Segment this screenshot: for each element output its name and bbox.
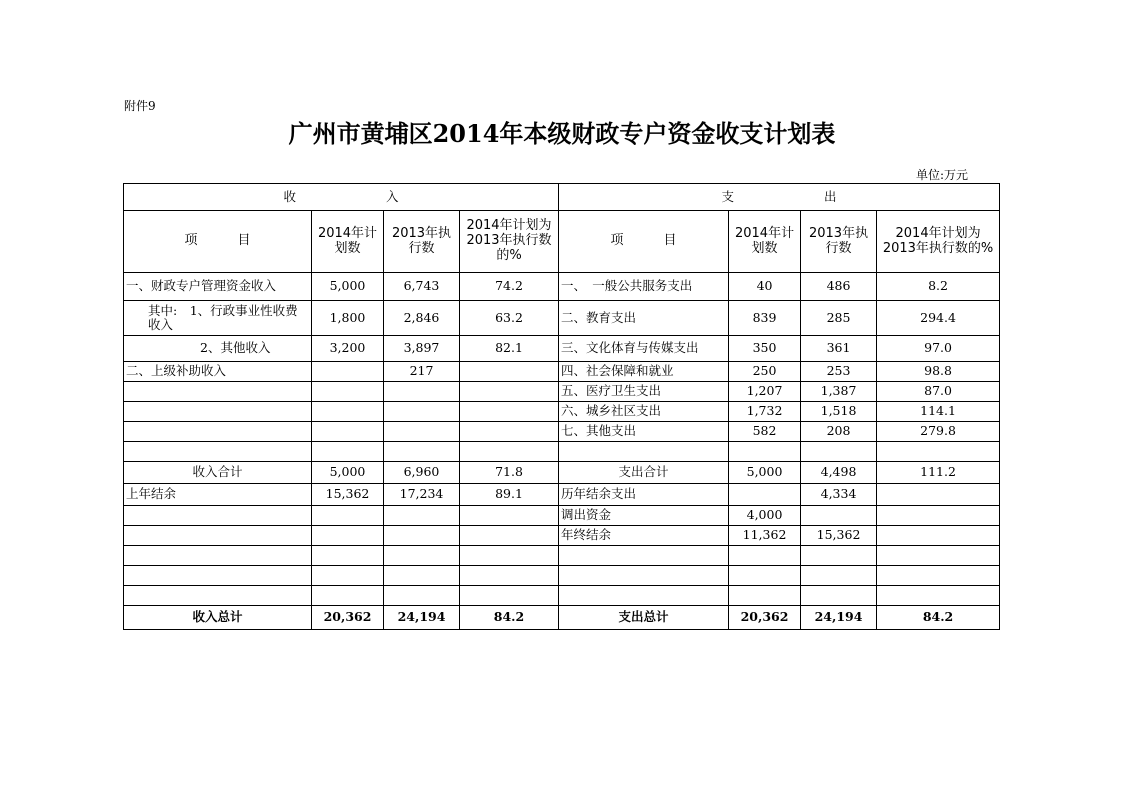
income-actual-2013: 24,194 — [384, 606, 460, 630]
income-item — [124, 546, 312, 566]
income-item — [124, 566, 312, 586]
income-actual-2013: 17,234 — [384, 484, 460, 506]
table-row — [124, 336, 1000, 362]
table-row — [124, 484, 1000, 506]
expense-item — [559, 546, 729, 566]
income-actual-2013: 3,897 — [384, 336, 460, 362]
income-plan-2014 — [312, 566, 384, 586]
expense-actual-2013: 15,362 — [801, 526, 877, 546]
income-section-header — [124, 184, 559, 211]
expense-plan-2014: 1,207 — [729, 382, 801, 402]
income-pct — [460, 566, 559, 586]
table-row — [124, 402, 1000, 422]
expense-total-label: 支出总计 — [559, 606, 729, 630]
income-pct: 74.2 — [460, 273, 559, 301]
income-pct: 82.1 — [460, 336, 559, 362]
table-row — [124, 273, 1000, 301]
expense-item: 调出资金 — [559, 506, 729, 526]
grand-total-row — [124, 606, 1000, 630]
income-pct — [460, 422, 559, 442]
income-pct: 71.8 — [460, 462, 559, 484]
expense-pct: 84.2 — [877, 606, 1000, 630]
expense-item: 历年结余支出 — [559, 484, 729, 506]
income-actual-2013 — [384, 566, 460, 586]
income-item — [124, 442, 312, 462]
income-plan-2014: 15,362 — [312, 484, 384, 506]
expense-section-header — [559, 184, 1000, 211]
expense-plan-2014: 40 — [729, 273, 801, 301]
income-header-char-2: 入 — [386, 188, 399, 204]
income-item — [124, 422, 312, 442]
expense-plan-2014: 1,732 — [729, 402, 801, 422]
expense-pct: 114.1 — [877, 402, 1000, 422]
income-actual-2013: 6,960 — [384, 462, 460, 484]
expense-actual-2013: 208 — [801, 422, 877, 442]
expense-item — [559, 442, 729, 462]
expense-plan-2014: 350 — [729, 336, 801, 362]
expense-actual-2013-header: 2013年执行数 — [801, 211, 877, 273]
expense-plan-2014: 5,000 — [729, 462, 801, 484]
expense-plan-2014: 4,000 — [729, 506, 801, 526]
income-actual-2013-header: 2013年执行数 — [384, 211, 460, 273]
income-actual-2013 — [384, 382, 460, 402]
income-item-header — [124, 211, 312, 273]
income-item — [124, 402, 312, 422]
expense-pct — [877, 484, 1000, 506]
expense-actual-2013 — [801, 506, 877, 526]
income-actual-2013: 2,846 — [384, 301, 460, 336]
income-plan-2014: 5,000 — [312, 273, 384, 301]
income-plan-2014: 20,362 — [312, 606, 384, 630]
expense-plan-2014: 839 — [729, 301, 801, 336]
income-pct: 63.2 — [460, 301, 559, 336]
expense-pct: 294.4 — [877, 301, 1000, 336]
item-header-char-2: 目 — [663, 233, 677, 249]
expense-pct: 8.2 — [877, 273, 1000, 301]
expense-actual-2013: 361 — [801, 336, 877, 362]
income-item: 2、其他收入 — [124, 336, 312, 362]
expense-plan-2014 — [729, 566, 801, 586]
expense-item: 六、城乡社区支出 — [559, 402, 729, 422]
table-row — [124, 526, 1000, 546]
expense-subtotal-label: 支出合计 — [559, 462, 729, 484]
expense-item: 一、 一般公共服务支出 — [559, 273, 729, 301]
item-header-char-2: 目 — [237, 233, 251, 249]
expense-pct — [877, 526, 1000, 546]
income-subtotal-label: 收入合计 — [124, 462, 312, 484]
expense-actual-2013: 4,334 — [801, 484, 877, 506]
income-plan-2014 — [312, 546, 384, 566]
table-row — [124, 566, 1000, 586]
expense-plan-2014: 582 — [729, 422, 801, 442]
income-plan-2014: 1,800 — [312, 301, 384, 336]
income-actual-2013 — [384, 402, 460, 422]
expense-actual-2013: 1,518 — [801, 402, 877, 422]
income-item — [124, 526, 312, 546]
expense-pct — [877, 442, 1000, 462]
expense-item: 二、教育支出 — [559, 301, 729, 336]
expense-plan-2014: 11,362 — [729, 526, 801, 546]
section-header-row — [124, 184, 1000, 211]
subtotal-row — [124, 462, 1000, 484]
expense-pct — [877, 546, 1000, 566]
expense-actual-2013 — [801, 566, 877, 586]
expense-item: 五、医疗卫生支出 — [559, 382, 729, 402]
income-pct — [460, 506, 559, 526]
expense-item — [559, 566, 729, 586]
income-pct — [460, 526, 559, 546]
expense-actual-2013: 1,387 — [801, 382, 877, 402]
income-pct — [460, 362, 559, 382]
item-header-char-1: 项 — [184, 233, 198, 249]
expense-item: 七、其他支出 — [559, 422, 729, 442]
income-actual-2013 — [384, 422, 460, 442]
income-plan-2014 — [312, 422, 384, 442]
expense-item: 三、文化体育与传媒支出 — [559, 336, 729, 362]
table-row — [124, 422, 1000, 442]
expense-plan-2014 — [729, 442, 801, 462]
income-actual-2013 — [384, 526, 460, 546]
income-pct: 89.1 — [460, 484, 559, 506]
income-item: 一、财政专户管理资金收入 — [124, 273, 312, 301]
expense-actual-2013: 486 — [801, 273, 877, 301]
income-plan-2014: 5,000 — [312, 462, 384, 484]
income-actual-2013 — [384, 546, 460, 566]
expense-pct — [877, 586, 1000, 606]
income-actual-2013 — [384, 506, 460, 526]
income-actual-2013: 217 — [384, 362, 460, 382]
expense-plan-2014: 20,362 — [729, 606, 801, 630]
income-total-label: 收入总计 — [124, 606, 312, 630]
income-actual-2013 — [384, 442, 460, 462]
expense-pct: 111.2 — [877, 462, 1000, 484]
income-header-char-1: 收 — [283, 188, 297, 204]
table-row — [124, 362, 1000, 382]
income-item: 上年结余 — [124, 484, 312, 506]
table-row — [124, 586, 1000, 606]
income-item — [124, 586, 312, 606]
expense-pct — [877, 566, 1000, 586]
income-item: 其中: 1、行政事业性收费收入 — [124, 301, 312, 336]
income-plan-2014 — [312, 526, 384, 546]
budget-table — [123, 183, 1000, 630]
expense-pct: 97.0 — [877, 336, 1000, 362]
income-item: 二、上级补助收入 — [124, 362, 312, 382]
expense-plan-2014: 250 — [729, 362, 801, 382]
income-actual-2013 — [384, 586, 460, 606]
expense-item-header — [559, 211, 729, 273]
income-plan-2014: 3,200 — [312, 336, 384, 362]
table-row — [124, 442, 1000, 462]
income-plan-2014 — [312, 382, 384, 402]
page-title: 广州市黄埔区2014年本级财政专户资金收支计划表 — [288, 119, 836, 148]
expense-actual-2013 — [801, 546, 877, 566]
expense-plan-2014-header: 2014年计划数 — [729, 211, 801, 273]
income-pct-header: 2014年计划为2013年执行数的% — [460, 211, 559, 273]
expense-pct — [877, 506, 1000, 526]
income-plan-2014 — [312, 442, 384, 462]
expense-plan-2014 — [729, 484, 801, 506]
expense-pct: 279.8 — [877, 422, 1000, 442]
table-row — [124, 546, 1000, 566]
income-pct — [460, 442, 559, 462]
income-pct — [460, 382, 559, 402]
income-plan-2014 — [312, 402, 384, 422]
expense-header-char-2: 出 — [824, 188, 837, 204]
expense-item: 年终结余 — [559, 526, 729, 546]
income-plan-2014-header: 2014年计划数 — [312, 211, 384, 273]
expense-actual-2013: 4,498 — [801, 462, 877, 484]
income-item — [124, 506, 312, 526]
income-plan-2014 — [312, 362, 384, 382]
expense-pct-header: 2014年计划为2013年执行数的% — [877, 211, 1000, 273]
expense-actual-2013: 24,194 — [801, 606, 877, 630]
income-plan-2014 — [312, 506, 384, 526]
expense-pct: 87.0 — [877, 382, 1000, 402]
expense-actual-2013 — [801, 586, 877, 606]
unit-label: 单位:万元 — [915, 168, 968, 182]
table-row — [124, 301, 1000, 336]
expense-item: 四、社会保障和就业 — [559, 362, 729, 382]
income-pct — [460, 402, 559, 422]
income-plan-2014 — [312, 586, 384, 606]
column-header-row — [124, 211, 1000, 273]
income-pct — [460, 546, 559, 566]
expense-header-char-1: 支 — [721, 188, 735, 204]
item-header-char-1: 项 — [610, 233, 624, 249]
expense-item — [559, 586, 729, 606]
expense-actual-2013: 253 — [801, 362, 877, 382]
expense-plan-2014 — [729, 546, 801, 566]
income-pct — [460, 586, 559, 606]
table-row — [124, 382, 1000, 402]
income-pct: 84.2 — [460, 606, 559, 630]
attachment-label: 附件9 — [124, 99, 156, 113]
income-actual-2013: 6,743 — [384, 273, 460, 301]
income-item — [124, 382, 312, 402]
expense-plan-2014 — [729, 586, 801, 606]
expense-actual-2013: 285 — [801, 301, 877, 336]
expense-actual-2013 — [801, 442, 877, 462]
table-row — [124, 506, 1000, 526]
expense-pct: 98.8 — [877, 362, 1000, 382]
